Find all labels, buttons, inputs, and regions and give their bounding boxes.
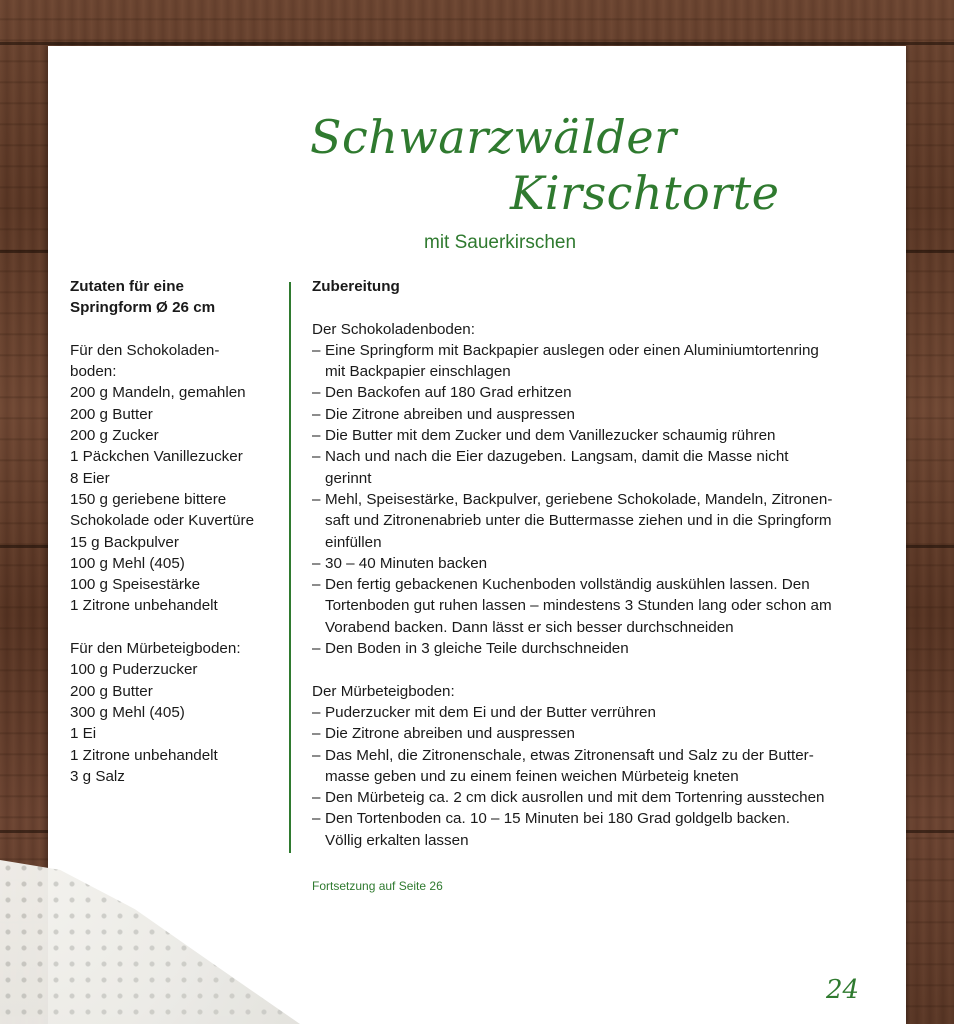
ingredient-item: 8 Eier <box>70 469 110 487</box>
ingredient-item: 200 g Butter <box>70 405 153 423</box>
ingredient-groups <box>70 340 280 787</box>
ingredient-group-title: Für den Mürbeteigboden: <box>70 640 241 658</box>
preparation-step <box>312 489 887 553</box>
step-line: Eine Springform mit Backpapier auslegen oder einen Aluminiumtortenring <box>325 341 819 359</box>
ingredient-item: 100 g Mehl (405) <box>70 554 185 572</box>
dash-bullet: – <box>312 703 321 721</box>
preparation-section-title: Der Mürbeteigboden: <box>312 682 455 700</box>
dash-bullet: – <box>312 576 321 594</box>
preparation-step <box>312 702 887 723</box>
ingredient-item: 200 g Mandeln, gemahlen <box>70 384 246 402</box>
preparation-step <box>312 404 887 425</box>
ingredient-group-title: Für den Schokoladen- <box>70 341 220 359</box>
ingredient-item: 1 Päckchen Vanillezucker <box>70 448 243 466</box>
step-line: Vorabend backen. Dann lässt er sich besser durchschneiden <box>325 618 734 636</box>
ingredients-column <box>70 276 280 787</box>
preparation-step <box>312 638 887 659</box>
ingredients-heading-line-2: Springform Ø 26 cm <box>70 299 216 317</box>
preparation-step <box>312 553 887 574</box>
subtitle: mit Sauerkirschen <box>424 232 577 253</box>
dash-bullet: – <box>312 746 321 764</box>
ingredient-item: 1 Zitrone unbehandelt <box>70 746 218 764</box>
step-line: Tortenboden gut ruhen lassen – mindestens 3 Stunden lang oder schon am <box>325 597 832 615</box>
step-line: Völlig erkalten lassen <box>325 831 469 849</box>
spacer <box>70 617 280 638</box>
ingredient-item: 3 g Salz <box>70 767 125 785</box>
preparation-heading: Zubereitung <box>312 278 400 295</box>
step-line: Die Zitrone abreiben und auspressen <box>325 405 575 423</box>
step-line: saft und Zitronenabrieb unter die Buttermasse ziehen und in die Springform <box>325 512 832 530</box>
title-line-1: Schwarzwälder <box>310 110 677 164</box>
dash-bullet: – <box>312 640 321 658</box>
preparation-step <box>312 446 887 489</box>
ingredient-item: 150 g geriebene bittere <box>70 490 227 508</box>
dash-bullet: – <box>312 810 321 828</box>
ingredient-item: 15 g Backpulver <box>70 533 179 551</box>
step-line: masse geben und zu einem feinen weichen Mürbeteig kneten <box>325 767 739 785</box>
title-line-2: Kirschtorte <box>510 166 780 220</box>
ingredient-item: 100 g Puderzucker <box>70 661 198 679</box>
page-number: 24 <box>826 975 860 1005</box>
step-line: Den Tortenboden ca. 10 – 15 Minuten bei 180 Grad goldgelb backen. <box>325 810 790 828</box>
step-line: Das Mehl, die Zitronenschale, etwas Zitronensaft und Salz zu der Butter- <box>325 746 814 764</box>
spacer <box>312 659 887 680</box>
ingredient-item: Schokolade oder Kuvertüre <box>70 512 255 530</box>
step-line: Die Butter mit dem Zucker und dem Vanillezucker schaumig rühren <box>325 427 776 445</box>
ingredient-item: 200 g Zucker <box>70 427 159 445</box>
dash-bullet: – <box>312 405 321 423</box>
step-line: Den Mürbeteig ca. 2 cm dick ausrollen und mit dem Tortenring ausstechen <box>325 789 825 807</box>
plank-seam <box>0 42 954 45</box>
preparation-step <box>312 425 887 446</box>
ingredient-item: 100 g Speisestärke <box>70 576 201 594</box>
preparation-step <box>312 382 887 403</box>
step-line: Puderzucker mit dem Ei und der Butter verrühren <box>325 703 656 721</box>
preparation-column <box>312 276 887 851</box>
step-line: Nach und nach die Eier dazugeben. Langsam, damit die Masse nicht <box>325 448 789 466</box>
preparation-step <box>312 808 887 851</box>
preparation-section-title: Der Schokoladenboden: <box>312 320 475 338</box>
dash-bullet: – <box>312 554 321 572</box>
dash-bullet: – <box>312 490 321 508</box>
continuation-note: Fortsetzung auf Seite 26 <box>312 879 443 893</box>
step-line: Den fertig gebackenen Kuchenboden vollständig auskühlen lassen. Den <box>325 576 810 594</box>
column-divider <box>289 282 291 853</box>
step-line: gerinnt <box>325 469 372 487</box>
step-line: einfüllen <box>325 533 382 551</box>
preparation-step <box>312 574 887 638</box>
dash-bullet: – <box>312 341 321 359</box>
ingredient-item: 300 g Mehl (405) <box>70 703 185 721</box>
ingredient-item: 200 g Butter <box>70 682 153 700</box>
preparation-step <box>312 723 887 744</box>
preparation-step <box>312 340 887 383</box>
preparation-step <box>312 787 887 808</box>
step-line: Die Zitrone abreiben und auspressen <box>325 725 575 743</box>
dash-bullet: – <box>312 384 321 402</box>
ingredient-group-title: boden: <box>70 363 117 381</box>
dash-bullet: – <box>312 448 321 466</box>
ingredient-item: 1 Ei <box>70 725 97 743</box>
step-line: Den Boden in 3 gleiche Teile durchschneiden <box>325 640 629 658</box>
step-line: 30 – 40 Minuten backen <box>325 554 488 572</box>
step-line: Mehl, Speisestärke, Backpulver, geriebene Schokolade, Mandeln, Zitronen- <box>325 490 833 508</box>
preparation-step <box>312 745 887 788</box>
dash-bullet: – <box>312 789 321 807</box>
ingredient-item: 1 Zitrone unbehandelt <box>70 597 218 615</box>
dash-bullet: – <box>312 725 321 743</box>
ingredients-heading-line-1: Zutaten für eine <box>70 278 184 295</box>
dash-bullet: – <box>312 427 321 445</box>
step-line: Den Backofen auf 180 Grad erhitzen <box>325 384 572 402</box>
preparation-sections <box>312 319 887 851</box>
step-line: mit Backpapier einschlagen <box>325 363 511 381</box>
